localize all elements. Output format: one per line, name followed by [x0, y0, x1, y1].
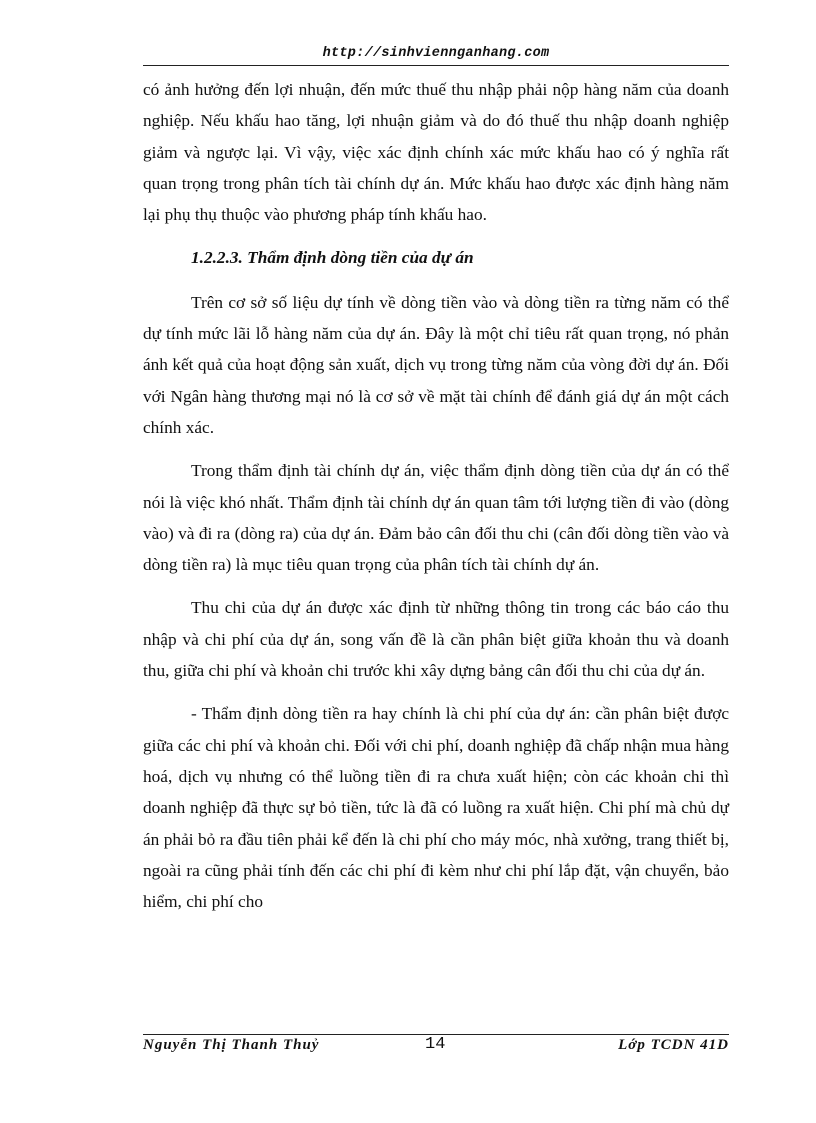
paragraph-1: có ảnh hưởng đến lợi nhuận, đến mức thuế thu nhập phải nộp hàng năm của doanh nghiệp. Nếu khấu hao tăng, lợi nhuận giảm và do đó thuế thu nhập doanh nghiệp giảm và ngược lại. Vì vậy, việc xác định chính xác mức khấu hao có ý nghĩa rất quan trọng trong phân tích tài chính dự án. Mức khấu hao được xác định hàng năm lại phụ thụ thuộc vào phương pháp tính khấu hao.: [143, 80, 729, 225]
page-content: [143, 74, 729, 929]
paragraph-5: - Thẩm định dòng tiền ra hay chính là chi phí của dự án: cần phân biệt được giữa các chi phí và khoản chi. Đối với chi phí, doanh nghiệp đã chấp nhận mua hàng hoá, dịch vụ nhưng có thể luồng tiền đi ra chưa xuất hiện; còn các khoản chi thì doanh nghiệp đã thực sự bỏ tiền, tức là đã có luồng ra xuất hiện. Chi phí mà chủ dự án phải bỏ ra đầu tiên phải kể đến là chi phí cho máy móc, nhà xưởng, trang thiết bị, ngoài ra cũng phải tính đến các chi phí đi kèm như chi phí lắp đặt, vận chuyển, bảo hiểm, chi phí cho: [143, 704, 729, 912]
section-heading: 1.2.2.3. Thẩm định dòng tiền của dự án: [191, 248, 474, 268]
paragraph-4: Thu chi của dự án được xác định từ những thông tin trong các báo cáo thu nhập và chi phí của dự án, song vấn đề là cần phân biệt giữa khoản thu và doanh thu, giữa chi phí và khoản chi trước khi xây dựng bảng cân đối thu chi của dự án.: [143, 598, 729, 681]
page-footer: [143, 1037, 729, 1059]
page-number: 14: [425, 1035, 446, 1054]
header-divider: [143, 65, 729, 66]
footer-author: Nguyễn Thị Thanh Thuỷ: [143, 1037, 320, 1053]
header-url: http://sinhviennganhang.com: [322, 46, 550, 61]
paragraph-3: Trong thẩm định tài chính dự án, việc thẩm định dòng tiền của dự án có thể nói là việc khó nhất. Thẩm định tài chính dự án quan tâm tới lượng tiền đi vào (dòng vào) và đi ra (dòng ra) của dự án. Đảm bảo cân đối thu chi (cân đối dòng tiền vào và dòng tiền ra) là mục tiêu quan trọng của phân tích tài chính dự án.: [143, 461, 729, 575]
footer-class: Lớp TCDN 41D: [618, 1037, 729, 1053]
paragraph-2: Trên cơ sở số liệu dự tính về dòng tiền vào và dòng tiền ra từng năm có thể dự tính mức lãi lỗ hàng năm của dự án. Đây là một chỉ tiêu rất quan trọng, nó phản ánh kết quả của hoạt động sản xuất, dịch vụ trong từng năm của vòng đời dự án. Đối với Ngân hàng thương mại nó là cơ sở về mặt tài chính để đánh giá dự án một cách chính xác.: [143, 292, 729, 437]
